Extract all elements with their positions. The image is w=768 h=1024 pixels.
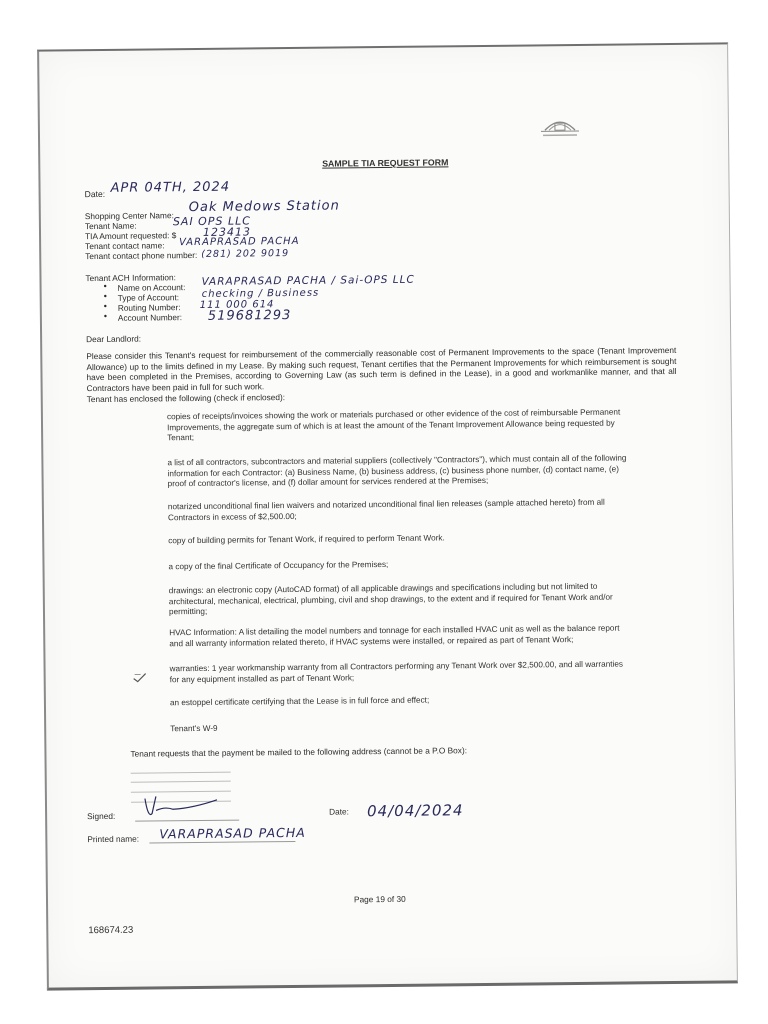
tia-amount-label: TIA Amount requested: $	[84, 230, 177, 242]
contact-name-value: VARAPRASAD PACHA	[179, 235, 300, 249]
shopping-center-value: Oak Medows Station	[188, 198, 340, 216]
payment-note: Tenant requests that the payment be mailed to the following address (cannot be a P.O Box):	[130, 745, 468, 759]
name-on-account-label: Name on Account:	[117, 282, 186, 293]
printed-name-value: VARAPRASAD PACHA	[159, 824, 306, 842]
account-number-label: Account Number:	[117, 312, 183, 323]
signature-scrawl	[141, 792, 231, 823]
enclosed-heading: Tenant has enclosed the following (check if enclosed):	[86, 392, 286, 405]
tia-amount-value: 123413	[202, 225, 252, 239]
item-contractors-list: a list of all contractors, subcontractors and material suppliers (collectively "Contractors"), which must contain all of the following information for each Contractor: (a) Business Name, (b) business address, (c) business phone number, (d) contact name, (e) proof of contractor's license, and (f) dollar amount for services rendered at the Premises;	[167, 453, 627, 489]
printed-name-label: Printed name:	[87, 833, 140, 845]
ach-heading: Tenant ACH Information:	[85, 272, 176, 284]
letter-body: Please consider this Tenant's request for reimbursement of the commercially reasonable cost of Permanent Improvements to the space (Tenant Improvement Allowance) up to the limits defined in my Lease. By making such request, Tenant certifies that the Permanent Improvements for which reimbursement is sought have been completed in the Premises, according to Governing Law (as such term is defined in the Lease), in a good and workmanlike manner, and that all Contractors have been paid in full for such work.	[86, 344, 677, 393]
item-receipts: copies of receipts/invoices showing the work or materials purchased or other evidence of the cost of reimbursable Permanent Improvements, the aggregate sum of which is at least the amount of the Tenant Improvement Allowance being requested by Tenant;	[166, 407, 621, 443]
date-label: Date:	[84, 188, 106, 200]
salutation: Dear Landlord:	[86, 333, 142, 345]
company-logo-icon	[535, 112, 585, 139]
contact-name-label: Tenant contact name:	[85, 240, 165, 252]
item-drawings: drawings: an electronic copy (AutoCAD format) of all applicable drawings and specifications including but not limited to architectural, mechanical, electrical, plumbing, civil and shop drawings, to the extent and if required for Tenant Work and/or permitting;	[168, 581, 613, 617]
address-line	[131, 772, 231, 774]
date-value: APR 04TH, 2024	[110, 179, 231, 196]
tenant-name-label: Tenant Name:	[84, 220, 137, 232]
type-of-account-label: Type of Account:	[117, 292, 180, 303]
form-title: SAMPLE TIA REQUEST FORM	[322, 157, 449, 169]
item-warranties: warranties: 1 year workmanship warranty from all Contractors performing any Tenant Work over $2,500.00, and all warranties for any equipment installed as part of Tenant Work;	[169, 659, 624, 684]
document-number: 168674.23	[88, 924, 134, 937]
item-hvac: HVAC Information: A list detailing the model numbers and tonnage for each installed HVAC unit as well as the balance report and all warranty information related thereto, if HVAC systems were installed, or repaired as part of Tenant Work;	[169, 623, 620, 648]
checkmark-icon	[132, 672, 148, 684]
date-sign-value: 04/04/2024	[366, 801, 464, 821]
item-certificate-occupancy: a copy of the final Certificate of Occupancy for the Premises;	[168, 559, 389, 572]
page-number: Page 19 of 30	[353, 893, 406, 905]
routing-number-value: 111 000 614	[199, 299, 275, 311]
date-sign-label: Date:	[329, 806, 349, 817]
routing-number-label: Routing Number:	[117, 302, 181, 313]
tenant-name-value: SAI OPS LLC	[172, 214, 251, 229]
signed-label: Signed:	[87, 810, 116, 822]
contact-phone-label: Tenant contact phone number:	[85, 249, 198, 262]
item-estoppel: an estoppel certificate certifying that the Lease is in full force and effect;	[169, 695, 430, 708]
name-on-account-value: VARAPRASAD PACHA / Sai-OPS LLC	[201, 273, 415, 288]
item-building-permits: copy of building permits for Tenant Work, if required to perform Tenant Work.	[168, 533, 445, 546]
document-page: SAMPLE TIA REQUEST FORM Date: APR 04TH, 2024 Shopping Center Name: Oak Medows Station Tenant Name: SAI OPS LLC TIA Amount requested: $ 123413 Tenant contact name: VARAPRASAD PACHA Tenant contact phone number: (281) 202 9019 Tenant ACH Information: • Name on Account: VARAPRASAD PACHA / Sai-OPS LLC • Type of Account: checking / Business • Routing Number: 111 000 614 • Account Number: 519681293 Dear Landlord: Please consider this Tenant's request for reimbursement of the commercially reasonable cost of Permanent Improvements to the space (Tenant Improvement Allowance) up to the limits defined in my Lease. By making such request, Tenant certifies that the Permanent Improvements for which reimbursement is sought have been completed in the Premises, according to Governing Law (as such term is defined in the Lease), in a good and workmanlike manner, and that all Contractors have been paid in full for such work. Tenant has enclosed the following (check if enclosed): copies of receipts/invoices showing the work or materials purchased or other evidence of the cost of reimbursable Permanent Improvements, the aggregate sum of which is at least the amount of the Tenant Improvement Allowance being requested by Tenant; a list of all contractors, subcontractors and material suppliers (collectively "Contractors"), which must contain all of the following information for each Contractor: (a) Business Name, (b) business address, (c) business phone number, (d) contact name, (e) proof of contractor's license, and (f) dollar amount for services rendered at the Premises; notarized unconditional final lien waivers and notarized unconditional final lien releases (sample attached hereto) from all Contractors in excess of $2,500.00; copy of building permits for Tenant Work, if required to perform Tenant Work. a copy of the final Certificate of Occupancy for the Premises; drawings: an electronic copy (AutoCAD format) of all applicable drawings and specifications including but not limited to architectural, mechanical, electrical, plumbing, civil and shop drawings, to the extent and if required for Tenant Work and/or permitting; HVAC Information: A list detailing the model numbers and tonnage for each installed HVAC unit as well as the balance report and all warranty information related thereto, if HVAC systems were installed, or repaired as part of Tenant Work; warranties: 1 year workmanship warranty from all Contractors performing any Tenant Work over $2,500.00, and all warranties for any equipment installed as part of Tenant Work; an estoppel certificate certifying that the Lease is in full force and effect; Tenant's W-9 Tenant requests that the payment be mailed to the following address (cannot be a P.O Box): Signed: Date: 04/04/2024 Printed name: VARAPRASAD PACHA Page 19 of 30 168674.23	[37, 42, 738, 990]
type-of-account-value: checking / Business	[201, 287, 320, 300]
item-w9: Tenant's W-9	[170, 723, 218, 734]
shopping-center-label: Shopping Center Name:	[84, 210, 174, 222]
contact-phone-value: (281) 202 9019	[201, 248, 290, 260]
item-lien-waivers: notarized unconditional final lien waivers and notarized unconditional final lien releases (sample attached hereto) from all Contractors in excess of $2,500.00;	[167, 497, 605, 522]
account-number-value: 519681293	[207, 307, 292, 324]
address-line	[131, 781, 231, 783]
